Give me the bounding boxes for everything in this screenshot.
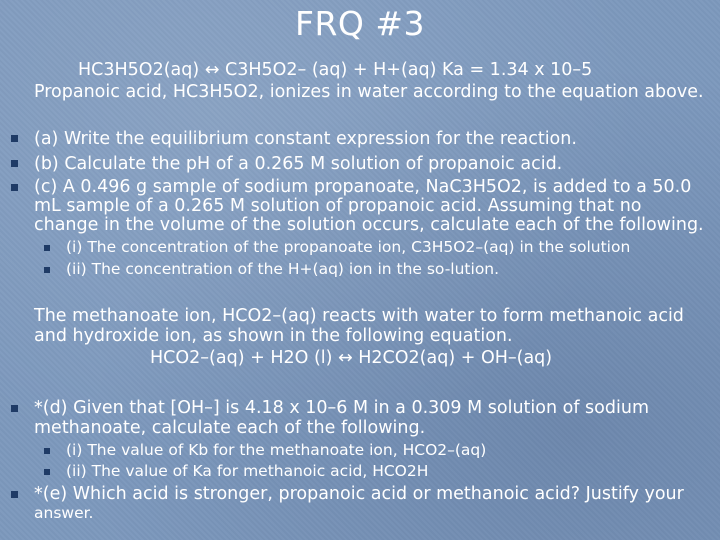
sub-bullet-icon: [44, 469, 50, 475]
part-e-line1: *(e) Which acid is stronger, propanoic acid or methanoic acid? Justify your: [34, 484, 684, 504]
part-d-i: (i) The value of Kb for the methanoate ion, HCO2–(aq): [66, 441, 487, 459]
reaction-equation: HC3H5O2(aq) ↔ C3H5O2– (aq) + H+(aq) Ka = 1.34 x 10–5: [78, 60, 593, 80]
bullet-icon: [11, 135, 18, 142]
sub-bullet-icon: [44, 448, 50, 454]
part-c-ii: (ii) The concentration of the H+(aq) ion in the so-lution.: [66, 260, 500, 278]
sub-bullet-icon: [44, 267, 50, 273]
methanoate-line1: The methanoate ion, HCO2–(aq) reacts with water to form methanoic acid: [34, 306, 684, 326]
part-d-line1: *(d) Given that [OH–] is 4.18 x 10–6 M in a 0.309 M solution of sodium: [34, 398, 649, 418]
part-c-line1: (c) A 0.496 g sample of sodium propanoate, NaC3H5O2, is added to a 50.0: [34, 177, 692, 197]
intro-text: Propanoic acid, HC3H5O2, ionizes in water according to the equation above.: [34, 82, 704, 102]
part-d-line2: methanoate, calculate each of the following.: [34, 418, 426, 438]
slide-title: FRQ #3: [294, 4, 426, 43]
part-a: (a) Write the equilibrium constant expression for the reaction.: [34, 129, 577, 149]
part-c-line3: change in the volume of the solution occurs, calculate each of the following.: [34, 215, 704, 235]
part-c-i: (i) The concentration of the propanoate ion, C3H5O2–(aq) in the solution: [66, 238, 631, 256]
bullet-icon: [11, 405, 18, 412]
methanoate-line2: and hydroxide ion, as shown in the following equation.: [34, 326, 513, 346]
methanoate-equation: HCO2–(aq) + H2O (l) ↔ H2CO2(aq) + OH–(aq): [150, 348, 553, 368]
part-c-line2: mL sample of a 0.265 M solution of propanoic acid. Assuming that no: [34, 196, 642, 216]
sub-bullet-icon: [44, 245, 50, 251]
part-d-ii: (ii) The value of Ka for methanoic acid, HCO2H: [66, 462, 429, 480]
part-b: (b) Calculate the pH of a 0.265 M solution of propanoic acid.: [34, 154, 563, 174]
part-e-line2: answer.: [34, 504, 94, 522]
bullet-icon: [11, 491, 18, 498]
bullet-icon: [11, 160, 18, 167]
bullet-icon: [11, 184, 18, 191]
